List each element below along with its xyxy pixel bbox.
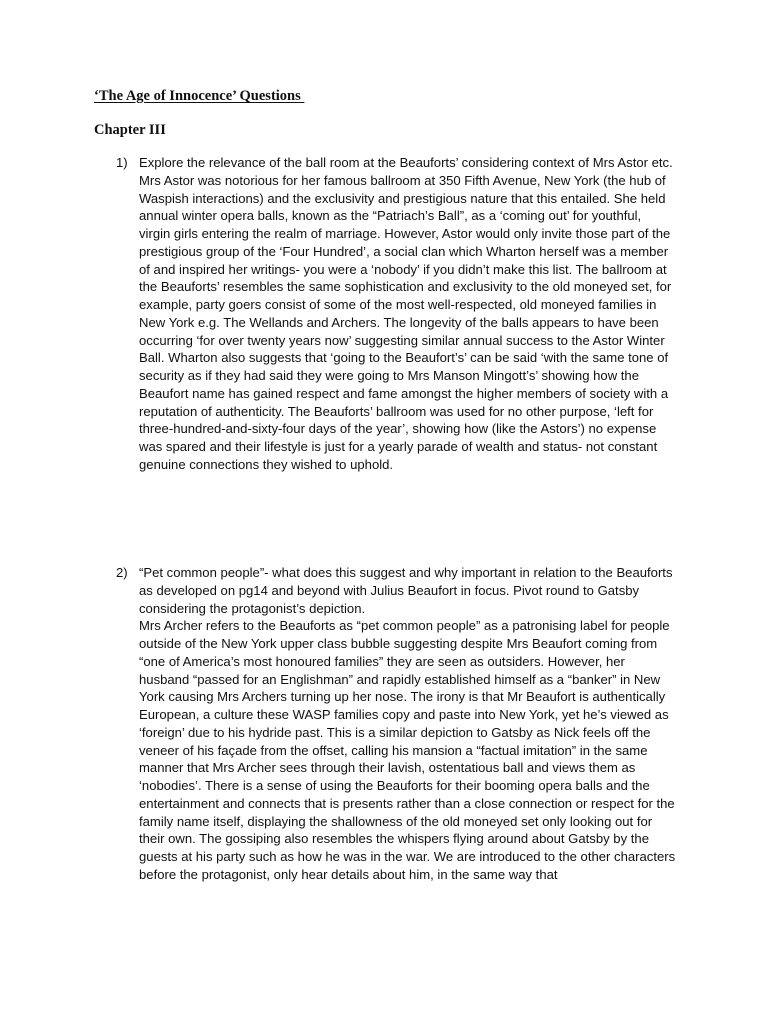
document-title: ‘The Age of Innocence’ Questions <box>94 88 305 104</box>
question-number: 2) <box>116 565 128 580</box>
question-body <box>139 154 676 474</box>
question-answer: Mrs Astor was notorious for her famous ballroom at 350 Fifth Avenue, New York (the hub of Waspish interactions) and the exclusivity and prestigious nature that this entailed. She held annual winter opera balls, known as the “Patriach’s Ball”, as a ‘coming out’ for youthful, virgin girls entering the realm of marriage. However, Astor would only invite those part of the prestigious group of the ‘Four Hundred’, a social clan which Wharton herself was a member of and inspired her writings- you were a ‘nobody’ if you didn’t make this list. The ballroom at the Beauforts’ resembles the same sophistication and exclusivity to the old moneyed set, for example, party goers consist of some of the most well-respected, old moneyed families in New York e.g. The Wellands and Archers. The longevity of the balls appears to have been occurring ‘for over twenty years now’ suggesting similar annual success to the Astor Winter Ball. Wharton also suggests that ‘going to the Beaufort’s’ can be said ‘with the same tone of security as if they had said they were going to Mrs Manson Mingott’s’ showing how the Beaufort name has gained respect and fame amongst the higher members of society with a reputation of authenticity. The Beauforts’ ballroom was used for no other purpose, ‘left for three-hundred-and-sixty-four days of the year’, showing how (like the Astors’) no expense was spared and their lifestyle is just for a yearly parade of wealth and status- not constant genuine connections they wished to uphold. <box>139 172 672 472</box>
question-answer: Mrs Archer refers to the Beauforts as “pet common people” as a patronising label for people outside of the New York upper class bubble suggesting despite Mrs Beaufort coming from “one of America’s most honoured families” they are seen as outsiders. However, her husband “passed for an Englishman” and rapidly established himself as a “banker” in New York causing Mrs Archers turning up her nose. The irony is that Mr Beaufort is authentically European, a culture these WASP families copy and paste into New York, yet he’s viewed as ‘foreign’ due to his hydride past. This is a similar depiction to Gatsby as Nick feels off the veneer of his façade from the offset, calling his mansion a “factual imitation” in the same manner that Mrs Archer sees through their lavish, ostentatious ball and views them as ‘nobodies’. There is a sense of using the Beauforts for their booming opera balls and the entertainment and connects that is presents rather than a close connection or respect for the family name itself, displaying the shallowness of the old moneyed set only looking out for their own. The gossiping also resembles the whispers flying around about Gatsby by the guests at his party such as how he was in the war. We are introduced to the other characters before the protagonist, only hear details about him, in the same way that <box>139 618 676 882</box>
question-prompt: “Pet common people”- what does this suggest and why important in relation to the Beauforts as developed on pg14 and beyond with Julius Beaufort in focus. Pivot round to Gatsby considering the protagonist’s depiction. <box>139 565 673 616</box>
chapter-heading: Chapter III <box>94 122 166 138</box>
question-item <box>116 564 676 884</box>
question-item <box>116 154 676 474</box>
question-prompt: Explore the relevance of the ball room at the Beauforts’ considering context of Mrs Astor etc. <box>139 155 673 170</box>
question-number: 1) <box>116 155 128 170</box>
question-body <box>139 564 676 884</box>
